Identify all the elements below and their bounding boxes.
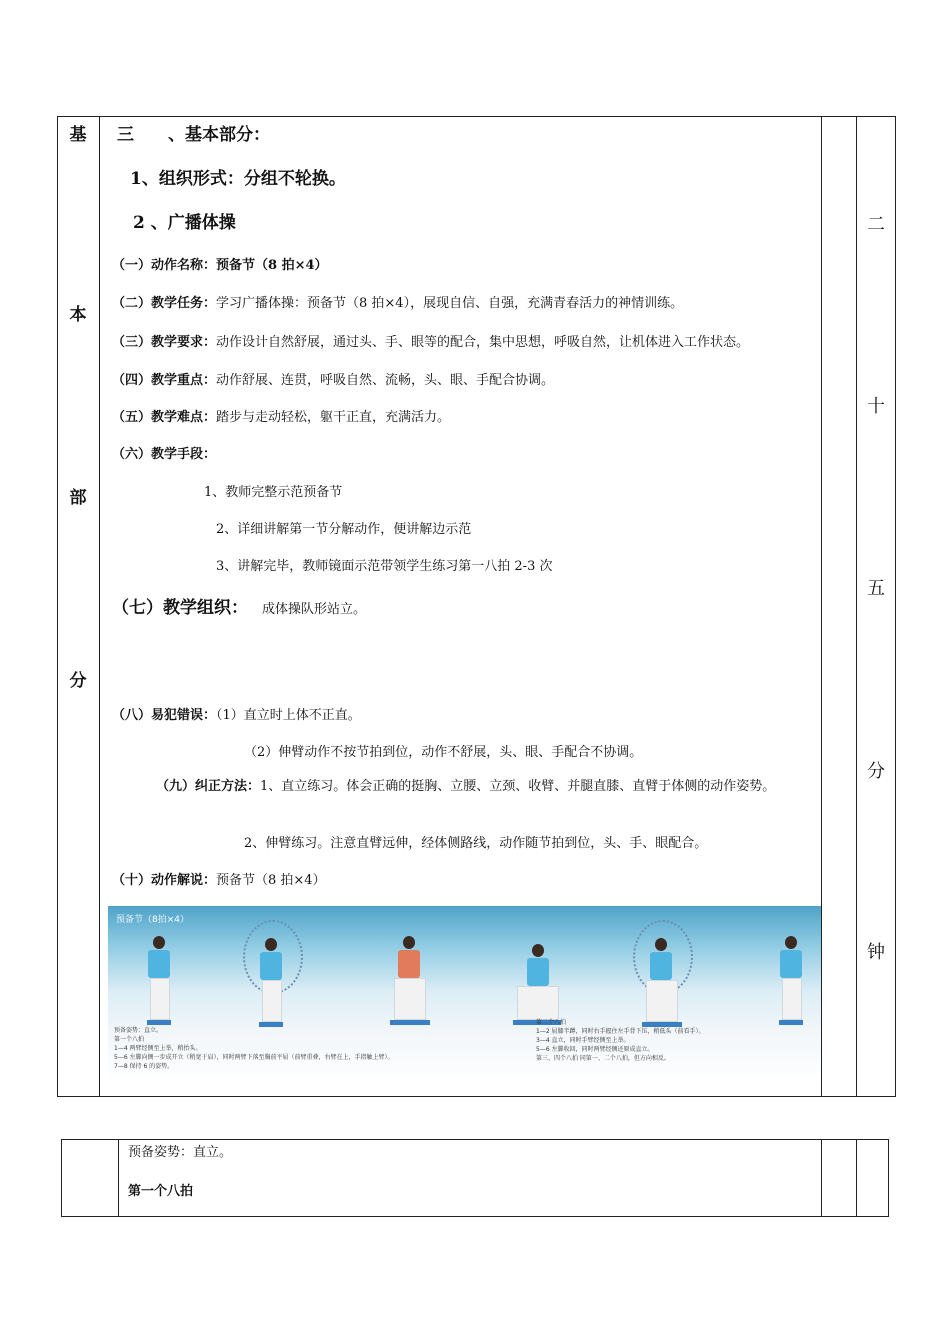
time-label-char-5: 钟 [867,942,885,963]
action-name: （一）动作名称：预备节（8 拍×4） [112,258,328,273]
section-label-char-4: 分 [69,671,87,691]
table2-top-border [61,1139,889,1140]
teaching-difficulty-label: （五）教学难点： [112,410,217,425]
teaching-task [112,292,817,311]
illustration-caption: 预备节（8拍×4） [116,915,189,925]
table1-col-divider-1 [99,116,100,1097]
table2-left-border [61,1139,62,1217]
section-label-char-3: 部 [69,488,87,508]
table2-right-border [888,1139,889,1217]
section-title [117,120,270,145]
teaching-means-item-1: 1、教师完整示范预备节 [204,485,343,500]
time-label-char-4: 分 [867,761,885,782]
common-errors-text-2: （2）伸臂动作不按节拍到位，动作不舒展，头、眼、手配合不协调。 [244,745,643,760]
section-title-text: 、基本部分： [168,125,270,145]
table1-right-border [895,116,896,1097]
teaching-key-point-label: （四）教学重点： [112,373,217,388]
teaching-requirement-label: （三）教学要求： [112,335,217,350]
common-errors-label: （八）易犯错误： [112,708,217,723]
table2-col-divider-1 [118,1139,119,1217]
action-explanation [112,869,326,888]
illustration-left-line-5: 7—8 保持 6 的姿势。 [114,1063,174,1070]
teaching-organization [112,593,366,618]
teaching-key-point-text: 动作舒展、连贯，呼吸自然、流畅，头、眼、手配合协调。 [216,373,555,388]
teaching-difficulty-text: 踏步与走动轻松，躯干正直，充满活力。 [216,410,451,425]
correction-method-label: （九）纠正方法： [156,779,261,794]
item-radio-exercise: 2 、广播体操 [133,213,236,233]
time-label-char-1: 二 [867,214,885,235]
correction-method-text-2: 2、伸臂练习。注意直臂远伸，经体侧路线，动作随节拍到位，头、手、眼配合。 [244,836,708,851]
section-label-char-2: 本 [69,305,87,325]
teaching-means-label: （六）教学手段： [112,447,217,462]
teaching-requirement [112,331,817,350]
illustration-right-line-2: 1—2 屈膝半蹲，同时右手握住左手背下压，稍低头（前看手）。 [536,1028,705,1035]
illustration-right-line-3: 3—4 直立，同时手臂经侧至上举。 [536,1037,630,1044]
section-label-char-1: 基 [69,125,87,145]
correction-method-text-1: 1、直立练习。体会正确的挺胸、立腰、立颈、收臂、并腿直膝、直臂于体侧的动作姿势。 [260,779,776,794]
section-title-num: 三 [117,125,134,145]
teaching-organization-text: 成体操队形站立。 [262,602,367,617]
table2-first-eight-beats: 第一个八拍 [128,1184,194,1199]
teaching-requirement-text: 动作设计自然舒展，通过头、手、眼等的配合，集中思想，呼吸自然，让机体进入工作状态。 [216,335,750,350]
illustration-left-line-2: 第一个八拍 [114,1036,145,1043]
teaching-means-item-3: 3、讲解完毕，教师镜面示范带领学生练习第一八拍 2-3 次 [216,559,553,574]
illustration-left-line-3: 1—4 两臂经侧至上举，稍抬头。 [114,1045,202,1052]
exercise-illustration [108,906,821,1084]
teaching-means-item-2: 2、详细讲解第一节分解动作，便讲解边示范 [216,522,472,537]
table1-bottom-border [57,1096,896,1097]
teaching-organization-label: （七）教学组织： [112,598,248,618]
illustration-right-line-5: 第三、四个八拍 同第一、二个八拍，但方向相反。 [536,1055,670,1062]
table1-col-divider-2 [821,116,822,1097]
item-organization: 1、组织形式：分组不轮换。 [130,169,346,189]
teaching-task-label: （二）教学任务： [112,296,217,311]
illustration-left-line-1: 预备姿势：直立。 [114,1027,163,1034]
teaching-difficulty [112,406,817,425]
table2-col-divider-3 [856,1139,857,1217]
table2-col-divider-2 [821,1139,822,1217]
illustration-text-right [536,1018,816,1063]
correction-method [108,778,818,796]
teaching-task-text: 学习广播体操：预备节（8 拍×4），展现自信、自强，充满青春活力的神情训练。 [216,296,684,311]
illustration-right-line-4: 5—6 左脚收回，同时两臂经侧还原成直立。 [536,1046,654,1053]
common-errors [112,704,361,723]
teaching-key-point [112,369,817,388]
table2-bottom-border [61,1216,889,1217]
illustration-left-line-4: 5—6 左脚向侧一步成开立（稍宽于肩），同时两臂下落至胸前平屈（前臂重叠，右臂在上，手指触上臂）。 [114,1054,394,1061]
time-label-char-3: 五 [867,578,885,599]
illustration-text-left [114,1026,534,1071]
table1-top-border [57,116,896,117]
table2-ready-posture: 预备姿势：直立。 [128,1145,233,1160]
time-label-char-2: 十 [867,396,885,417]
illustration-right-line-1: 第二个八拍 [536,1019,567,1026]
action-explanation-label: （十）动作解说： [112,873,217,888]
common-errors-text-1: （1）直立时上体不正直。 [216,708,361,723]
table1-left-border [57,116,58,1097]
action-explanation-text: 预备节（8 拍×4） [216,873,326,888]
